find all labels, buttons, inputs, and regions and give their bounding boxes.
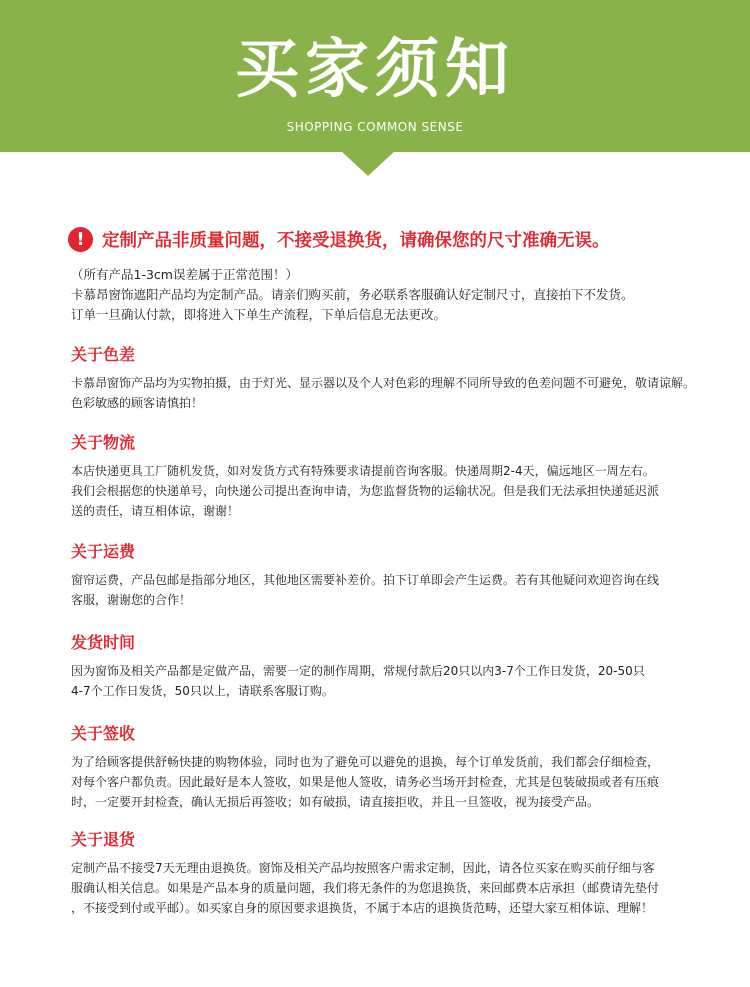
section-line: ，不接受到付或平邮）。如买家自身的原因要求退换货，不属于本店的退换货范畴，还望大家互相体谅、理解！ [71, 901, 654, 915]
intro-line: （所有产品1-3cm误差属于正常范围！） [71, 267, 298, 282]
header-banner [0, 0, 750, 152]
page-title: 买家须知 [235, 33, 515, 107]
section-body [71, 570, 686, 610]
section-line: 因为窗饰及相关产品都是定做产品，需要一定的制作周期，常规付款后20只以内3-7个工作日发货，20-50只 [71, 664, 645, 678]
down-arrow-icon [340, 150, 396, 176]
section-title: 关于退货 [71, 830, 136, 849]
intro-line: 订单一旦确认付款，即将进入下单生产流程，下单后信息无法更改。 [71, 307, 447, 322]
section-line: 定制产品不接受7天无理由退换货。窗饰及相关产品均按照客户需求定制，因此，请各位买家在购买前仔细与客 [71, 861, 655, 875]
section-line: 送的责任，请互相体谅，谢谢！ [71, 504, 240, 518]
section-line: 我们会根据您的快递单号，向快递公司提出查询申请，为您监督货物的运输状况。但是我们无法承担快递延迟派 [71, 484, 660, 498]
intro-line: 卡慕昂窗饰遮阳产品均为定制产品。请亲们购买前，务必联系客服确认好定制尺寸，直接拍下不发货。 [71, 287, 634, 302]
section-line: 本店快递更具工厂随机发货，如对发货方式有特殊要求请提前咨询客服。快递周期2-4天，偏远地区一周左右。 [71, 464, 655, 478]
section-title: 关于物流 [71, 433, 136, 452]
section-logistics [71, 432, 686, 521]
section-line: 服确认相关信息。如果是产品本身的质量问题，我们将无条件的为您退换货，来回邮费本店承担（邮费请先垫付 [71, 881, 660, 895]
section-line: 卡慕昂窗饰产品均为实物拍摄，由于灯光、显示器以及个人对色彩的理解不同所导致的色差问题不可避免，敬请谅解。 [71, 376, 696, 390]
section-title: 关于色差 [71, 345, 136, 364]
section-line: 4-7个工作日发货，50只以上，请联系客服订购。 [71, 684, 334, 698]
section-body [71, 461, 686, 521]
section-receipt [71, 723, 686, 812]
section-body [71, 858, 686, 918]
section-returns [71, 829, 686, 918]
section-line: 时，一定要开封检查，确认无损后再签收；如有破损，请直接拒收，并且一旦签收，视为接受产品。 [71, 795, 600, 809]
warning-notice [68, 225, 610, 253]
section-delivery-time [71, 632, 686, 701]
page-subtitle: SHOPPING COMMON SENSE [286, 120, 464, 134]
section-line: 为了给顾客提供舒畅快捷的购物体验，同时也为了避免可以避免的退换，每个订单发货前，我们都会仔细检查， [71, 755, 660, 769]
section-title: 发货时间 [71, 633, 136, 652]
section-body [71, 661, 686, 701]
section-line: 窗帘运费，产品包邮是指部分地区，其他地区需要补差价。拍下订单即会产生运费。若有其他疑问欢迎咨询在线 [71, 573, 660, 587]
section-color-difference [71, 344, 696, 413]
intro-text [71, 265, 691, 325]
warning-text: 定制产品非质量问题，不接受退换货，请确保您的尺寸准确无误。 [102, 230, 610, 251]
section-body [71, 373, 696, 413]
section-line: 色彩敏感的顾客请慎拍！ [71, 396, 204, 410]
exclamation-icon: ! [68, 227, 93, 252]
section-body [71, 752, 686, 812]
section-line: 客服，谢谢您的合作！ [71, 593, 192, 607]
section-line: 对每个客户都负责。因此最好是本人签收，如果是他人签收，请务必当场开封检查，尤其是包装破损或者有压痕 [71, 775, 660, 789]
section-title: 关于签收 [71, 724, 136, 743]
section-shipping-fee [71, 541, 686, 610]
section-title: 关于运费 [71, 542, 136, 561]
